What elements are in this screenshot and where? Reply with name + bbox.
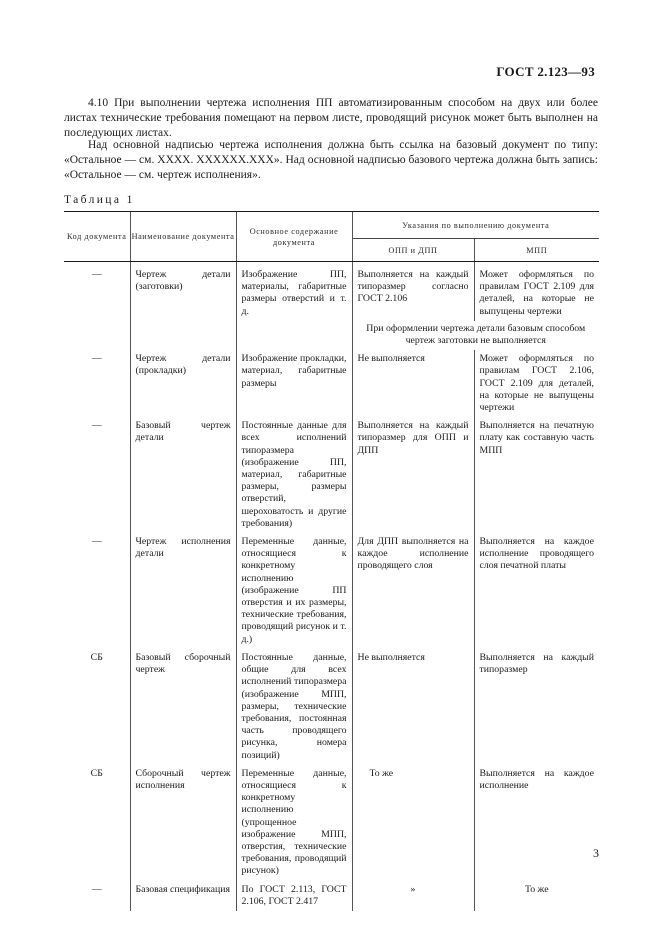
row-code: — — [91, 883, 102, 895]
row-content: Изображение прокладки, материал, габаритные размеры — [236, 350, 352, 417]
header-mpp: МПП — [474, 239, 599, 262]
row-mpp: Выполняется на каждое исполнение — [474, 765, 599, 881]
paragraph-reference: Над основной надписью чертежа исполнения должна быть ссылка на базовый документ по типу: «Остальное — см. XXXX. XXXXXX.XXX». Над основной надписью базового чертежа должна быть запись: «Остальное — см. чертеж исполнения». — [64, 139, 598, 181]
row-name: Сборочный чертеж исполнения — [130, 765, 236, 881]
row-opp-dpp: Не выполняется — [352, 350, 474, 417]
row-name: Базовый чертеж детали — [130, 417, 236, 533]
table-row — [64, 417, 599, 533]
documents-table — [64, 211, 599, 911]
row-content: Переменные данные, относящиеся к конкретному исполнению (упрощенное изображение МПП, отверстия, технические требования, проводящий рисунок) — [236, 765, 352, 881]
table-row — [64, 350, 599, 417]
table-row — [64, 533, 599, 649]
row-name: Чертеж детали (заготовки) — [130, 262, 236, 321]
document-header: ГОСТ 2.123—93 — [496, 64, 595, 79]
row-code: — — [91, 353, 102, 365]
row-content: Переменные данные, относящиеся к конкретному исполнению (изображение ПП отверстия и их размеры, технические требования, проводящий рисунок и т. д.) — [236, 533, 352, 649]
row-opp-dpp: » — [410, 883, 416, 895]
row-opp-dpp: То же — [369, 767, 394, 779]
table-row — [64, 765, 599, 881]
row-code: СБ — [90, 651, 103, 663]
table-caption: Таблица 1 — [64, 194, 135, 206]
row-code: — — [91, 420, 102, 432]
table-row — [64, 881, 599, 911]
row-code: — — [91, 269, 102, 280]
row-name: Базовая спецификация — [130, 881, 236, 911]
page-number: 3 — [593, 846, 599, 860]
header-name: Наименование документа — [130, 212, 236, 262]
row-opp-dpp: Для ДПП выполняется на каждое исполнение проводящего слоя — [352, 533, 474, 649]
row-name: Чертеж детали (прокладки) — [130, 350, 236, 417]
table-row — [64, 262, 599, 321]
row-mpp: Выполняется на каждый типоразмер — [474, 649, 599, 765]
row-name: Базовый сборочный чертеж — [130, 649, 236, 765]
header-opp-dpp: ОПП и ДПП — [352, 239, 474, 262]
row-opp-dpp: Выполняется на каждый типоразмер согласно ГОСТ 2.106 — [352, 262, 474, 321]
row-code: — — [91, 536, 102, 548]
table-note-row — [64, 321, 599, 350]
row-mpp: То же — [524, 883, 549, 895]
paragraph-4-10: 4.10 При выполнении чертежа исполнения ПП автоматизированным способом на двух или более листах технические требования помещают на первом листе, проводящий рисунок может быть выполнен на последующих листах. — [64, 97, 598, 139]
row-opp-dpp: Выполняется на каждый типоразмер для ОПП и ДПП — [352, 417, 474, 533]
header-content: Основное содержание документа — [236, 212, 352, 262]
header-instructions: Указания по выполнению документа — [352, 212, 599, 239]
row-name: Чертеж исполнения детали — [130, 533, 236, 649]
row-note: При оформлении чертежа детали базовым способом чертеж заготовки не выполняется — [352, 321, 599, 350]
row-content: Изображение ПП, материалы, габаритные размеры отверстий и т. д. — [236, 262, 352, 321]
row-mpp: Выполняется на каждое исполнение проводящего слоя печатной платы — [474, 533, 599, 649]
row-content: Постоянные данные для всех исполнений типоразмера (изображение ПП, материал, габаритные размеры, размеры отверстий, шероховатость и другие требования) — [236, 417, 352, 533]
row-code: СБ — [90, 767, 103, 779]
row-mpp: Может оформляться по правилам ГОСТ 2.106, ГОСТ 2.109 для деталей, на которые не выпущены чертежи — [474, 350, 599, 417]
row-mpp: Может оформляться по правилам ГОСТ 2.109 для деталей, на которые не выпущены чертежи — [474, 262, 599, 321]
row-opp-dpp: Не выполняется — [352, 649, 474, 765]
header-code: Код документа — [64, 212, 130, 262]
row-content: Постоянные данные, общие для всех исполнений типоразмера (изображение МПП, размеры, технические требования, постоянная часть проводящего рисунка, номера позиций) — [236, 649, 352, 765]
table-row — [64, 649, 599, 765]
row-mpp: Выполняется на печатную плату как составную часть МПП — [474, 417, 599, 533]
row-content: По ГОСТ 2.113, ГОСТ 2.106, ГОСТ 2.417 — [236, 881, 352, 911]
